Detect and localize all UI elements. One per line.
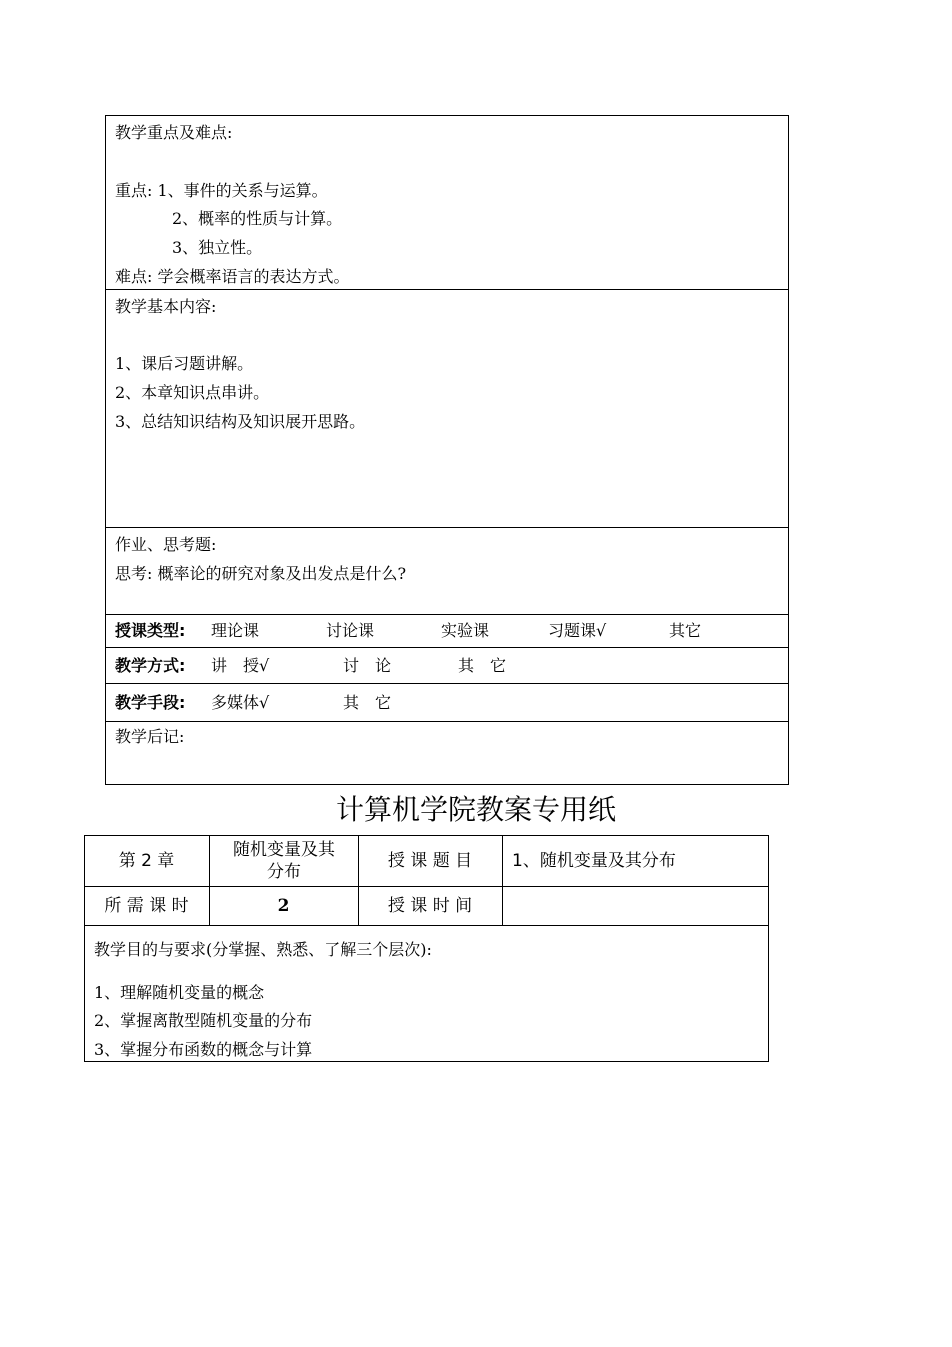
focus-heading: 教学重点及难点: [115, 123, 233, 142]
homework-text: 思考: 概率论的研究对象及出发点是什么? [115, 564, 407, 583]
course-type-theory: 理论课 [211, 621, 260, 640]
course-type-lab: 实验课 [441, 621, 490, 640]
key-point-3: 3、独立性。 [172, 238, 263, 257]
content-item-2: 2、本章知识点串讲。 [115, 383, 270, 402]
hours-label-cell: 所 需 课 时 [104, 895, 189, 916]
key-point-2: 2、概率的性质与计算。 [172, 209, 343, 228]
topic-label-cell: 授 课 题 目 [387, 850, 473, 871]
objective-item-1: 1、理解随机变量的概念 [94, 983, 265, 1002]
time-label-cell: 授 课 时 间 [387, 895, 473, 916]
row-divider [105, 647, 789, 648]
content-heading: 教学基本内容: [115, 297, 217, 316]
homework-heading: 作业、思考题: [115, 535, 217, 554]
course-type-other: 其它 [669, 621, 702, 640]
topic-value-cell: 1、随机变量及其分布 [512, 850, 676, 871]
content-item-1: 1、课后习题讲解。 [115, 354, 254, 373]
objectives-heading: 教学目的与要求(分掌握、熟悉、了解三个层次): [94, 940, 432, 959]
hours-value-cell: 2 [277, 895, 290, 916]
time-value-cell [502, 886, 769, 925]
objective-item-2: 2、掌握离散型随机变量的分布 [94, 1011, 313, 1030]
page-title: 计算机学院教案专用纸 [335, 793, 616, 826]
chapter-cell: 第 2 章 [118, 850, 175, 871]
means-multimedia: 多媒体√ [211, 693, 270, 712]
method-discussion: 讨 论 [343, 656, 392, 675]
course-type-discussion: 讨论课 [326, 621, 375, 640]
method-label: 教学方式: [115, 656, 186, 675]
method-lecture: 讲 授√ [211, 656, 270, 675]
row-divider [105, 614, 789, 615]
course-type-exercise: 习题课√ [548, 621, 607, 640]
method-other: 其 它 [458, 656, 507, 675]
key-point-1: 重点: 1、事件的关系与运算。 [115, 181, 328, 200]
row-divider [84, 925, 769, 926]
afterword-label: 教学后记: [115, 727, 185, 746]
row-divider [105, 289, 789, 290]
row-divider [105, 721, 789, 722]
course-type-label: 授课类型: [115, 621, 186, 640]
objective-item-3: 3、掌握分布函数的概念与计算 [94, 1040, 313, 1059]
chapter-name-cell: 随机变量及其分布 [233, 839, 335, 882]
row-divider [105, 527, 789, 528]
content-item-3: 3、总结知识结构及知识展开思路。 [115, 412, 366, 431]
means-label: 教学手段: [115, 693, 186, 712]
means-other: 其 它 [343, 693, 392, 712]
difficulty-text: 难点: 学会概率语言的表达方式。 [115, 267, 350, 286]
row-divider [105, 683, 789, 684]
